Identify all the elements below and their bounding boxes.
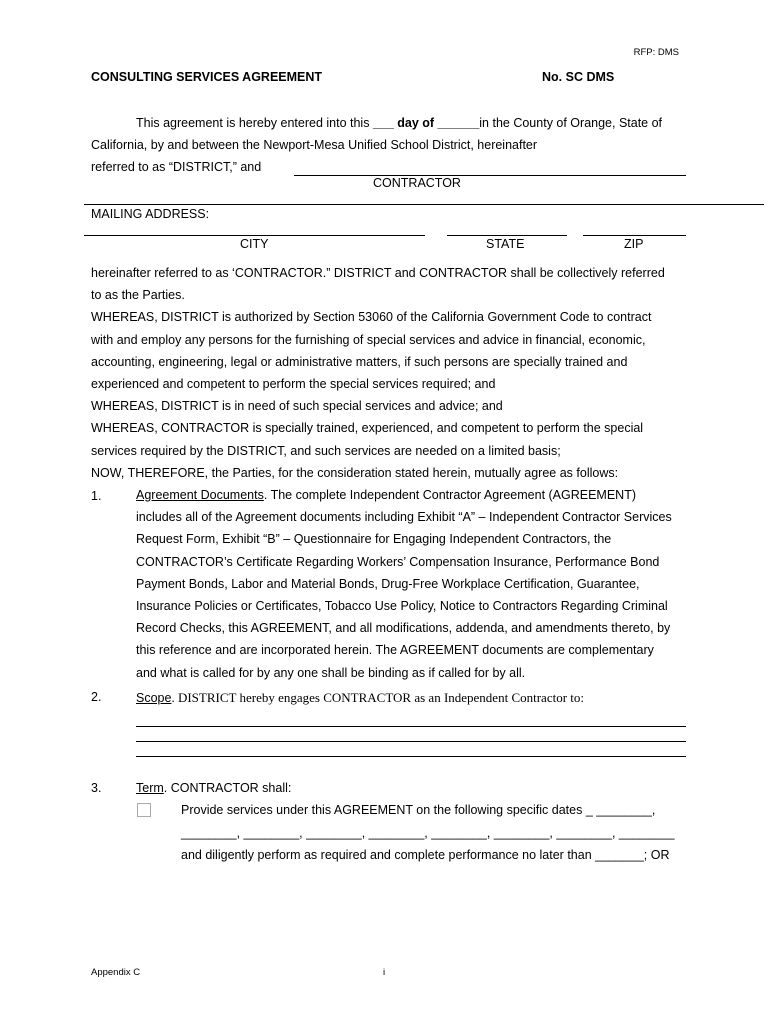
contractor-label: CONTRACTOR — [373, 176, 461, 190]
body-line: WHEREAS, DISTRICT is in need of such special services and advice; and — [91, 399, 503, 414]
section-1-heading: Agreement Documents — [136, 488, 264, 502]
section-1-number: 1. — [91, 489, 102, 503]
intro-line-1 — [136, 116, 662, 130]
month-blank[interactable]: ______ — [437, 116, 480, 130]
page-number: i — [383, 967, 386, 978]
body-line: WHEREAS, CONTRACTOR is specially trained, experienced, and competent to perform the special — [91, 421, 644, 436]
body-line: services required by the DISTRICT, and such services are needed on a limited basis; — [91, 443, 561, 458]
appendix-label: Appendix C — [91, 967, 141, 978]
body-line: to as the Parties. — [91, 288, 185, 303]
section-3-line — [136, 781, 291, 795]
document-title: CONSULTING SERVICES AGREEMENT — [91, 70, 323, 84]
body-line: NOW, THEREFORE, the Parties, for the consideration stated herein, mutually agree as follows: — [91, 465, 619, 480]
section-3-text: . CONTRACTOR shall: — [163, 781, 292, 795]
city-label: CITY — [240, 237, 269, 251]
contractor-name-line[interactable] — [294, 175, 686, 176]
completion-text: and diligently perform as required and complete performance no later than _______; OR — [181, 848, 670, 862]
intro-line-2: California, by and between the Newport-Mesa Unified School District, hereinafter — [91, 138, 538, 152]
section-1-line: Request Form, Exhibit “B” – Questionnaire for Engaging Independent Contractors, the — [136, 532, 612, 547]
dates-blanks[interactable]: ________, ________, ________, ________, ________, ________, ________, ________ — [181, 826, 675, 840]
rfp-code: RFP: DMS — [633, 47, 679, 58]
scope-line-2[interactable] — [136, 741, 686, 742]
section-2-heading: Scope — [136, 691, 172, 705]
scope-line-3[interactable] — [136, 756, 686, 757]
section-2-line — [136, 690, 584, 706]
section-2-number: 2. — [91, 690, 102, 704]
city-line[interactable] — [84, 235, 425, 236]
section-1-line: Insurance Policies or Certificates, Tobacco Use Policy, Notice to Contractors Regarding Criminal — [136, 599, 668, 614]
body-line: with and employ any persons for the furnishing of special services and advice in financial, economic, — [91, 332, 646, 347]
recitals — [91, 262, 665, 484]
body-line: accounting, engineering, legal or administrative matters, if such persons are specially trained and — [91, 354, 628, 369]
section-3-number: 3. — [91, 781, 102, 795]
section-1-first-line-rest: . The complete Independent Contractor Agreement (AGREEMENT) — [263, 488, 637, 502]
zip-line[interactable] — [583, 235, 686, 236]
section-1 — [136, 484, 672, 684]
body-line: experienced and competent to perform the special services required; and — [91, 377, 496, 392]
day-blank[interactable]: ___ — [372, 116, 394, 130]
state-label: STATE — [486, 237, 525, 251]
body-line: WHEREAS, DISTRICT is authorized by Section 53060 of the California Government Code to contract — [91, 310, 652, 325]
section-1-line: this reference and are incorporated herein. The AGREEMENT documents are complementary — [136, 643, 654, 658]
agreement-number: No. SC DMS — [542, 70, 615, 84]
scope-line-1[interactable] — [136, 726, 686, 727]
day-of-label: day of — [393, 116, 438, 130]
divider-line — [84, 204, 764, 205]
section-1-line: Payment Bonds, Labor and Material Bonds, Drug-Free Workplace Certification, Guarantee, — [136, 576, 640, 591]
intro-text-b: in the County of Orange, State of — [479, 116, 663, 130]
section-2-text: . DISTRICT hereby engages CONTRACTOR as an Independent Contractor to: — [171, 690, 585, 705]
section-1-line: and what is called for by any one shall be binding as if called for by all. — [136, 665, 526, 680]
specific-dates-checkbox[interactable] — [137, 803, 151, 817]
specific-dates-text: Provide services under this AGREEMENT on the following specific dates _ ________, — [181, 803, 656, 817]
mailing-address-label: MAILING ADDRESS: — [91, 207, 210, 221]
zip-label: ZIP — [624, 237, 644, 251]
section-1-line: includes all of the Agreement documents including Exhibit “A” – Independent Contractor Services — [136, 510, 672, 525]
body-line: hereinafter referred to as ‘CONTRACTOR.” DISTRICT and CONTRACTOR shall be collectively referred — [91, 266, 665, 280]
section-1-line: CONTRACTOR’s Certificate Regarding Workers’ Compensation Insurance, Performance Bond — [136, 554, 660, 569]
intro-text-a: This agreement is hereby entered into this — [136, 116, 373, 130]
state-line[interactable] — [447, 235, 567, 236]
section-1-line: Record Checks, this AGREEMENT, and all modifications, addenda, and amendments thereto, by — [136, 621, 671, 636]
section-3-heading: Term — [136, 781, 164, 795]
intro-line-3: referred to as “DISTRICT,” and — [91, 160, 262, 174]
section-1-first-line — [136, 484, 672, 506]
